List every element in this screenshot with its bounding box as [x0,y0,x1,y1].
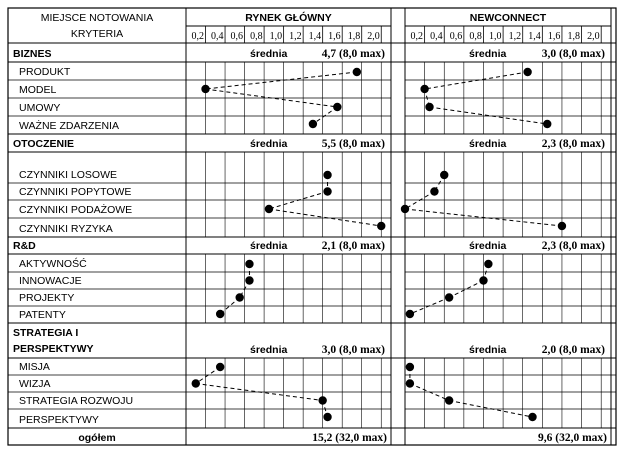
data-point [245,260,253,268]
x-tick-label: 2,0 [367,31,380,42]
x-tick-label: 1,6 [328,31,341,42]
criterion-label: UMOWY [19,102,61,114]
data-point [333,103,341,111]
x-tick-label: 1,8 [347,31,361,42]
total-value: 9,6 (32,0 max) [538,432,607,444]
x-tick-label: 1,0 [489,31,502,42]
average-value: 2,3 (8,0 max) [541,138,605,150]
criterion-label: WIZJA [19,378,51,390]
x-tick-label: 0,8 [250,31,263,42]
data-point [401,205,409,213]
total-label: ogółem [78,432,116,444]
criterion-label: CZYNNIKI LOSOWE [19,169,118,181]
series-line-segment [425,72,528,89]
x-tick-label: 2,0 [587,31,600,42]
criterion-label: CZYNNIKI PODAŻOWE [19,204,133,216]
average-value: 2,3 (8,0 max) [541,240,605,252]
data-point [406,310,414,318]
x-tick-label: 0,4 [211,31,224,42]
criterion-label: WAŻNE ZDARZENIA [19,120,119,132]
data-point [235,293,243,301]
x-tick-label: 1,0 [269,31,283,42]
data-point [406,363,414,371]
header-market-label: MIEJSCE NOTOWANIA [40,12,154,24]
section-title: BIZNES [13,48,52,60]
x-tick-label: 0,6 [230,31,244,42]
criterion-label: PATENTY [19,309,66,321]
x-tick-label: 0,8 [469,31,482,42]
average-value: 2,1 (8,0 max) [321,240,385,252]
x-tick-label: 1,2 [289,31,302,42]
data-point [430,187,438,195]
section-title: STRATEGIA I [13,327,79,339]
series-line-segment [313,107,337,124]
data-point [377,222,385,230]
criterion-label: CZYNNIKI POPYTOWE [19,186,132,198]
data-point [523,68,531,76]
average-value: 2,0 (8,0 max) [541,344,605,356]
section-title: OTOCZENIE [13,138,75,150]
criterion-label: PERSPEKTYWY [19,414,99,426]
data-point [425,103,433,111]
data-point [216,363,224,371]
criterion-label: MODEL [19,84,57,96]
section-title: R&D [13,240,36,252]
criterion-label: MISJA [19,361,50,373]
data-point [323,171,331,179]
criterion-label: AKTYWNOŚĆ [19,258,87,270]
total-value: 15,2 (32,0 max) [312,432,387,444]
average-value: 4,7 (8,0 max) [321,48,385,60]
series-line-segment [269,209,381,226]
header-market2: NEWCONNECT [469,12,547,24]
average-label: średnia [250,240,288,252]
average-value: 3,0 (8,0 max) [321,344,385,356]
data-point [353,68,361,76]
x-tick-label: 1,4 [528,31,541,42]
x-tick-label: 0,4 [430,31,443,42]
criterion-label: INNOWACJE [19,275,82,287]
x-tick-label: 0,2 [191,31,205,42]
data-point [323,413,331,421]
data-point [245,276,253,284]
average-label: średnia [469,138,507,150]
data-point [323,187,331,195]
average-label: średnia [250,138,288,150]
x-tick-label: 1,2 [508,31,522,42]
data-point [192,379,200,387]
data-point [318,396,326,404]
data-point [440,171,448,179]
series-line-segment [430,107,548,124]
average-label: średnia [250,344,288,356]
data-point [543,120,551,128]
x-tick-label: 0,2 [410,31,424,42]
data-point [265,205,273,213]
data-point [309,120,317,128]
data-point [216,310,224,318]
header-market1: RYNEK GŁÓWNY [245,12,332,24]
data-point [406,379,414,387]
series-line-segment [206,72,357,89]
data-point [201,85,209,93]
criterion-label: CZYNNIKI RYZYKA [19,223,113,235]
criterion-label: STRATEGIA ROZWOJU [19,395,134,407]
criterion-label: PROJEKTY [19,292,75,304]
data-point [420,85,428,93]
average-label: średnia [469,240,507,252]
data-point [479,276,487,284]
average-label: średnia [469,48,507,60]
header-criteria-label: KRYTERIA [70,28,124,40]
data-point [484,260,492,268]
average-label: średnia [469,344,507,356]
data-point [445,293,453,301]
average-label: średnia [250,48,288,60]
x-tick-label: 1,6 [547,31,561,42]
x-tick-label: 0,6 [449,31,463,42]
data-point [445,396,453,404]
section-title: PERSPEKTYWY [13,343,94,355]
data-point [528,413,536,421]
average-value: 5,5 (8,0 max) [321,138,385,150]
data-point [558,222,566,230]
x-tick-label: 1,4 [308,31,322,42]
average-value: 3,0 (8,0 max) [541,48,605,60]
x-tick-label: 1,8 [567,31,581,42]
criterion-label: PRODUKT [19,66,71,78]
